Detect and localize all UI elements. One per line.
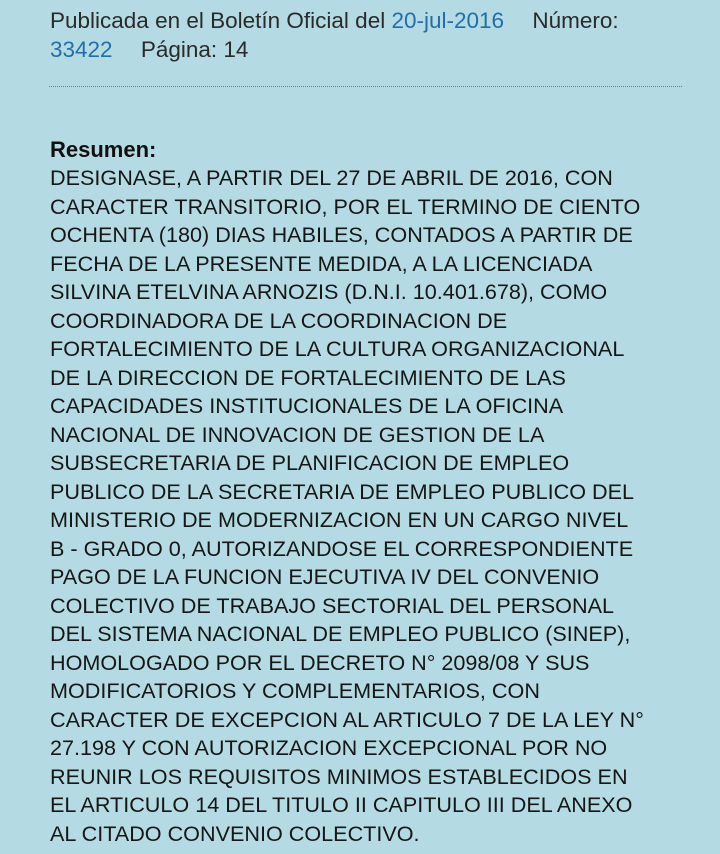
summary-line: AL CITADO CONVENIO COLECTIVO. <box>50 820 420 846</box>
summary-line: SUBSECRETARIA DE PLANIFICACION DE EMPLEO <box>50 450 570 475</box>
summary-line: NACIONAL DE INNOVACION DE GESTION DE LA <box>50 421 545 447</box>
summary-line: PUBLICO DE LA SECRETARIA DE EMPLEO PUBLICO DEL <box>50 478 635 504</box>
summary-line: 27.198 Y CON AUTORIZACION EXCEPCIONAL POR NO <box>50 735 608 760</box>
summary-line: MODIFICATORIOS Y COMPLEMENTARIOS, CON <box>50 678 540 703</box>
summary-line: B - GRADO 0, AUTORIZANDOSE EL CORRESPONDIENTE <box>50 535 634 561</box>
page-number: 14 <box>223 37 249 62</box>
summary-line: FECHA DE LA PRESENTE MEDIDA, A LA LICENCIADA <box>50 250 593 276</box>
summary-line: CARACTER TRANSITORIO, POR EL TERMINO DE CIENTO <box>50 193 641 219</box>
summary-line: COLECTIVO DE TRABAJO SECTORIAL DEL PERSONAL <box>50 592 614 618</box>
summary-line: DE LA DIRECCION DE FORTALECIMIENTO DE LAS <box>50 364 566 390</box>
number-label: Número: <box>532 8 619 33</box>
summary-line: CARACTER DE EXCEPCION AL ARTICULO 7 DE LA LEY N° <box>50 706 644 732</box>
dotted-divider <box>49 86 682 87</box>
summary-line: CAPACIDADES INSTITUCIONALES DE LA OFICINA <box>50 393 564 418</box>
summary-line: DEL SISTEMA NACIONAL DE EMPLEO PUBLICO (SINEP), <box>50 621 631 646</box>
summary-line: COORDINADORA DE LA COORDINACION DE <box>50 307 508 333</box>
summary-line: FORTALECIMIENTO DE LA CULTURA ORGANIZACIONAL <box>50 336 625 361</box>
published-label: Publicada en el Boletín Oficial del <box>50 8 386 33</box>
page-label: Página: <box>140 37 218 62</box>
summary-line: SILVINA ETELVINA ARNOZIS (D.N.I. 10.401.678), COMO <box>50 279 608 304</box>
summary-line: PAGO DE LA FUNCION EJECUTIVA IV DEL CONVENIO <box>50 564 600 589</box>
summary-line: DESIGNASE, A PARTIR DEL 27 DE ABRIL DE 2016, CON <box>50 165 613 190</box>
publication-date-link[interactable]: 20-jul-2016 <box>391 8 505 33</box>
summary-line: MINISTERIO DE MODERNIZACION EN UN CARGO NIVEL <box>50 507 629 532</box>
summary-line: REUNIR LOS REQUISITOS MINIMOS ESTABLECIDOS EN <box>50 763 628 789</box>
summary-body <box>50 164 680 848</box>
summary-line: EL ARTICULO 14 DEL TITULO II CAPITULO III DEL ANEXO <box>50 792 633 817</box>
publication-info <box>50 6 690 64</box>
bulletin-number-link[interactable]: 33422 <box>50 37 113 62</box>
summary-line: OCHENTA (180) DIAS HABILES, CONTADOS A PARTIR DE <box>50 222 633 247</box>
summary-heading: Resumen: <box>50 137 157 162</box>
summary-line: HOMOLOGADO POR EL DECRETO N° 2098/08 Y SUS <box>50 649 590 675</box>
